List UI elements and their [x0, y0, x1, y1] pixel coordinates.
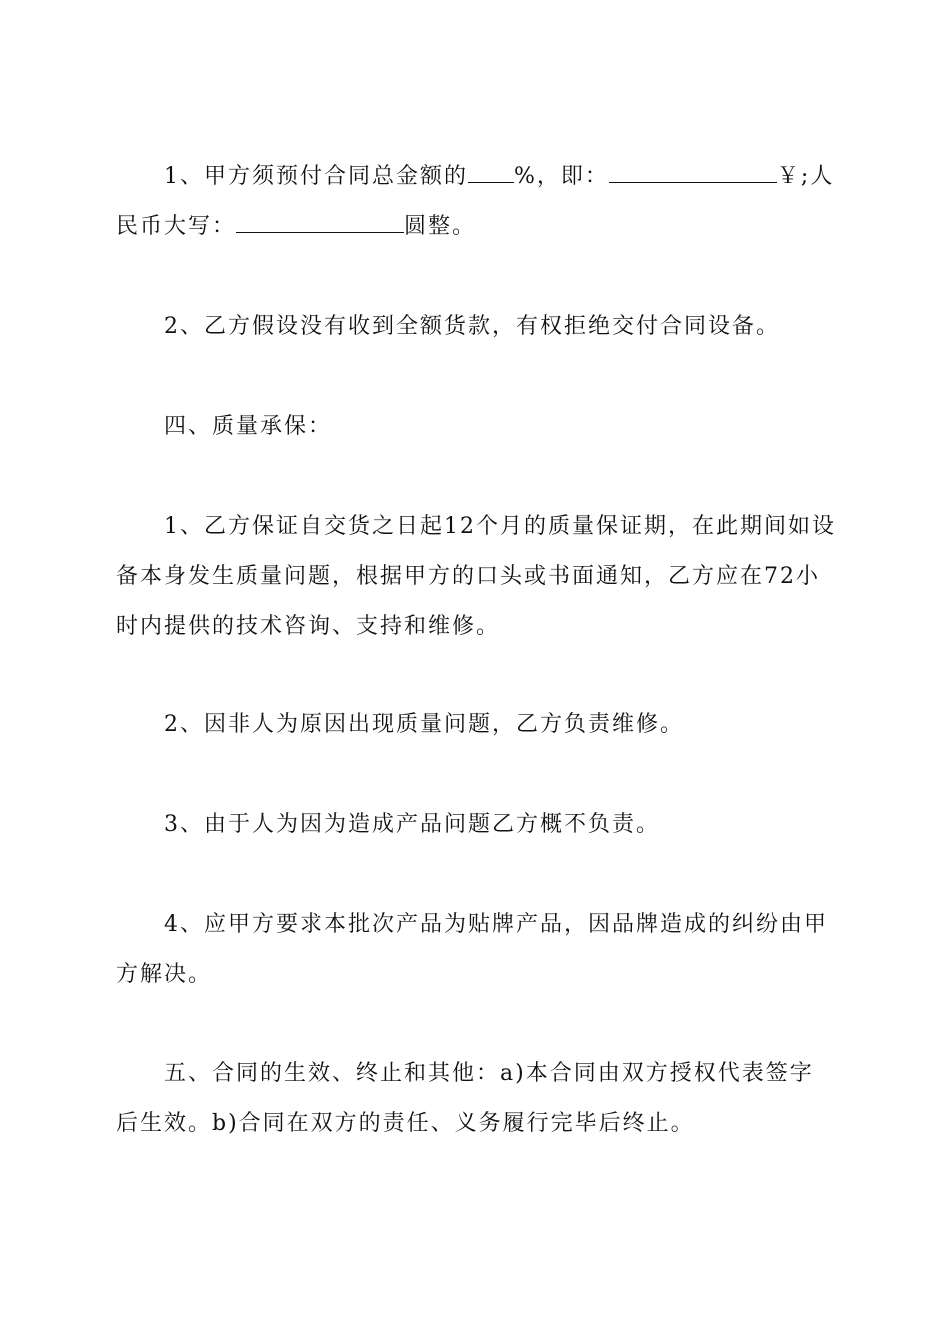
quality-clause-4: 4、应甲方要求本批次产品为贴牌产品，因品牌造成的纠纷由甲方解决。 — [116, 912, 828, 987]
quality-clause-3: 3、由于人为因为造成产品问题乙方概不负责。 — [164, 812, 660, 837]
payment-clause-2: 2、乙方假设没有收到全额货款，有权拒绝交付合同设备。 — [164, 314, 780, 339]
clause-text: ￥;人民币大写： — [116, 164, 835, 239]
quality-clause-1: 1、乙方保证自交货之日起12个月的质量保证期，在此期间如设备本身发生质量问题，根据甲方的口头或书面通知，乙方应在72小时内提供的技术咨询、支持和维修。 — [116, 514, 836, 639]
percentage-blank — [468, 158, 514, 183]
amount-in-words-blank — [236, 208, 404, 233]
payment-clause-1 — [116, 152, 836, 252]
quality-clause-2: 2、因非人为原因出现质量问题，乙方负责维修。 — [164, 712, 684, 737]
section-effectiveness: 五、合同的生效、终止和其他：a)本合同由双方授权代表签字后生效。b)合同在双方的责任、义务履行完毕后终止。 — [116, 1061, 814, 1136]
clause-text: 圆整。 — [404, 214, 477, 239]
section-heading-quality: 四、质量承保： — [164, 414, 333, 439]
amount-blank — [609, 158, 777, 183]
clause-text: 1、甲方须预付合同总金额的 — [164, 164, 468, 189]
clause-text: %，即： — [514, 164, 609, 189]
